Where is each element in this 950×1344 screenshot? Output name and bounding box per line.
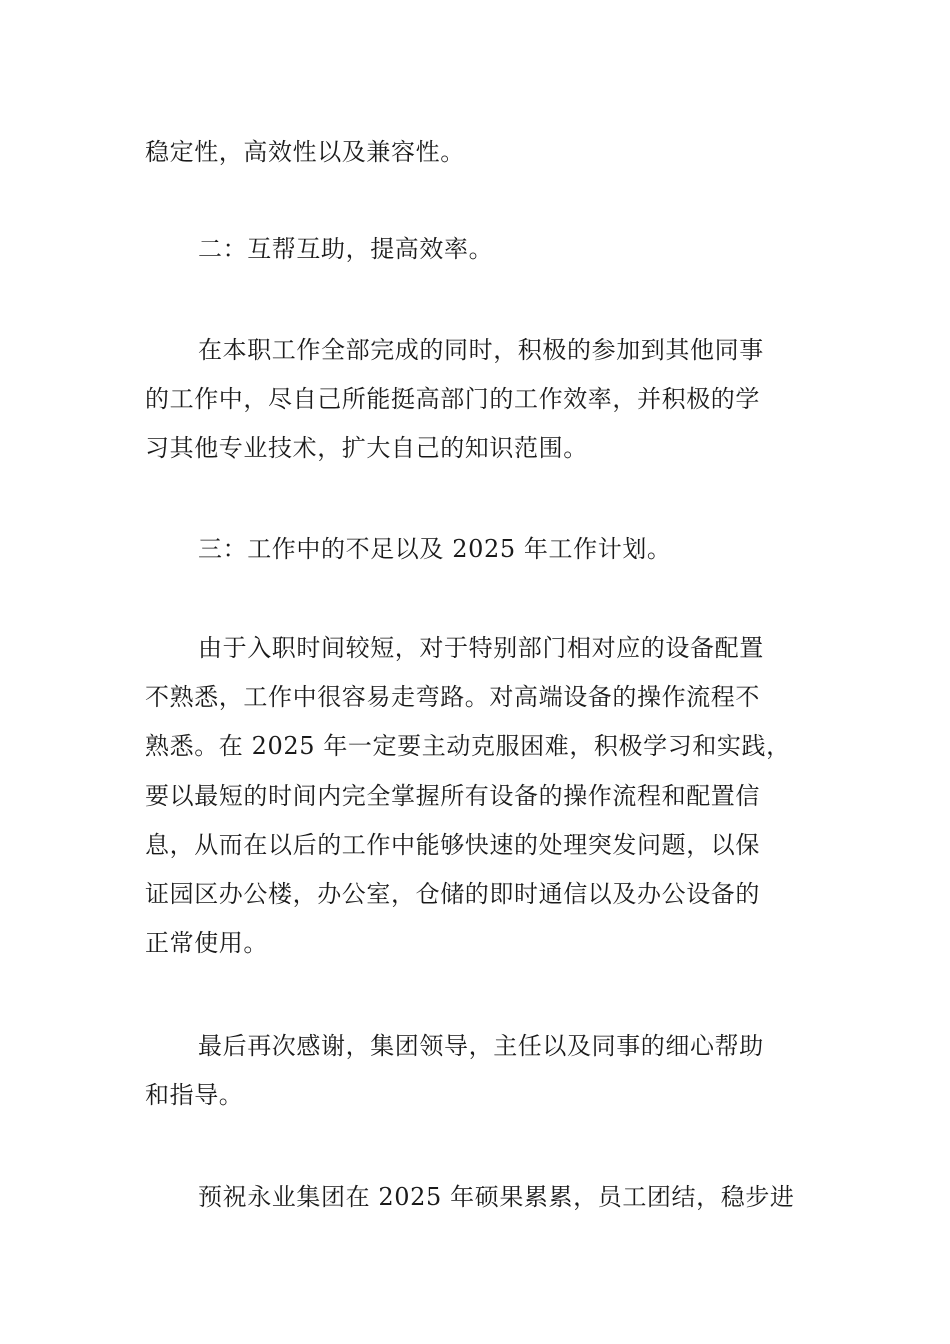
paragraph-line: 和指导。	[145, 1081, 244, 1109]
paragraph-line: 习其他专业技术，扩大自己的知识范围。	[145, 434, 588, 462]
paragraph-line: 不熟悉，工作中很容易走弯路。对高端设备的操作流程不	[145, 683, 760, 711]
paragraph-line: 证园区办公楼，办公室，仓储的即时通信以及办公设备的	[145, 880, 760, 908]
paragraph-line: 要以最短的时间内完全掌握所有设备的操作流程和配置信	[145, 782, 760, 810]
paragraph-line: 预祝永业集团在 2025 年硕果累累，员工团结，稳步进	[198, 1183, 795, 1211]
paragraph-line: 熟悉。在 2025 年一定要主动克服困难，积极学习和实践，	[145, 732, 791, 760]
paragraph-line: 的工作中，尽自己所能挺高部门的工作效率，并积极的学	[145, 385, 760, 413]
paragraph-line: 息，从而在以后的工作中能够快速的处理突发问题，以保	[145, 831, 760, 859]
section-heading: 三：工作中的不足以及 2025 年工作计划。	[198, 535, 672, 563]
paragraph-line: 在本职工作全部完成的同时，积极的参加到其他同事	[198, 336, 764, 364]
paragraph-line: 稳定性，高效性以及兼容性。	[145, 138, 465, 166]
section-heading: 二：互帮互助，提高效率。	[198, 235, 494, 263]
paragraph-line: 最后再次感谢，集团领导，主任以及同事的细心帮助	[198, 1032, 764, 1060]
paragraph-line: 由于入职时间较短，对于特别部门相对应的设备配置	[198, 634, 764, 662]
paragraph-line: 正常使用。	[145, 929, 268, 957]
